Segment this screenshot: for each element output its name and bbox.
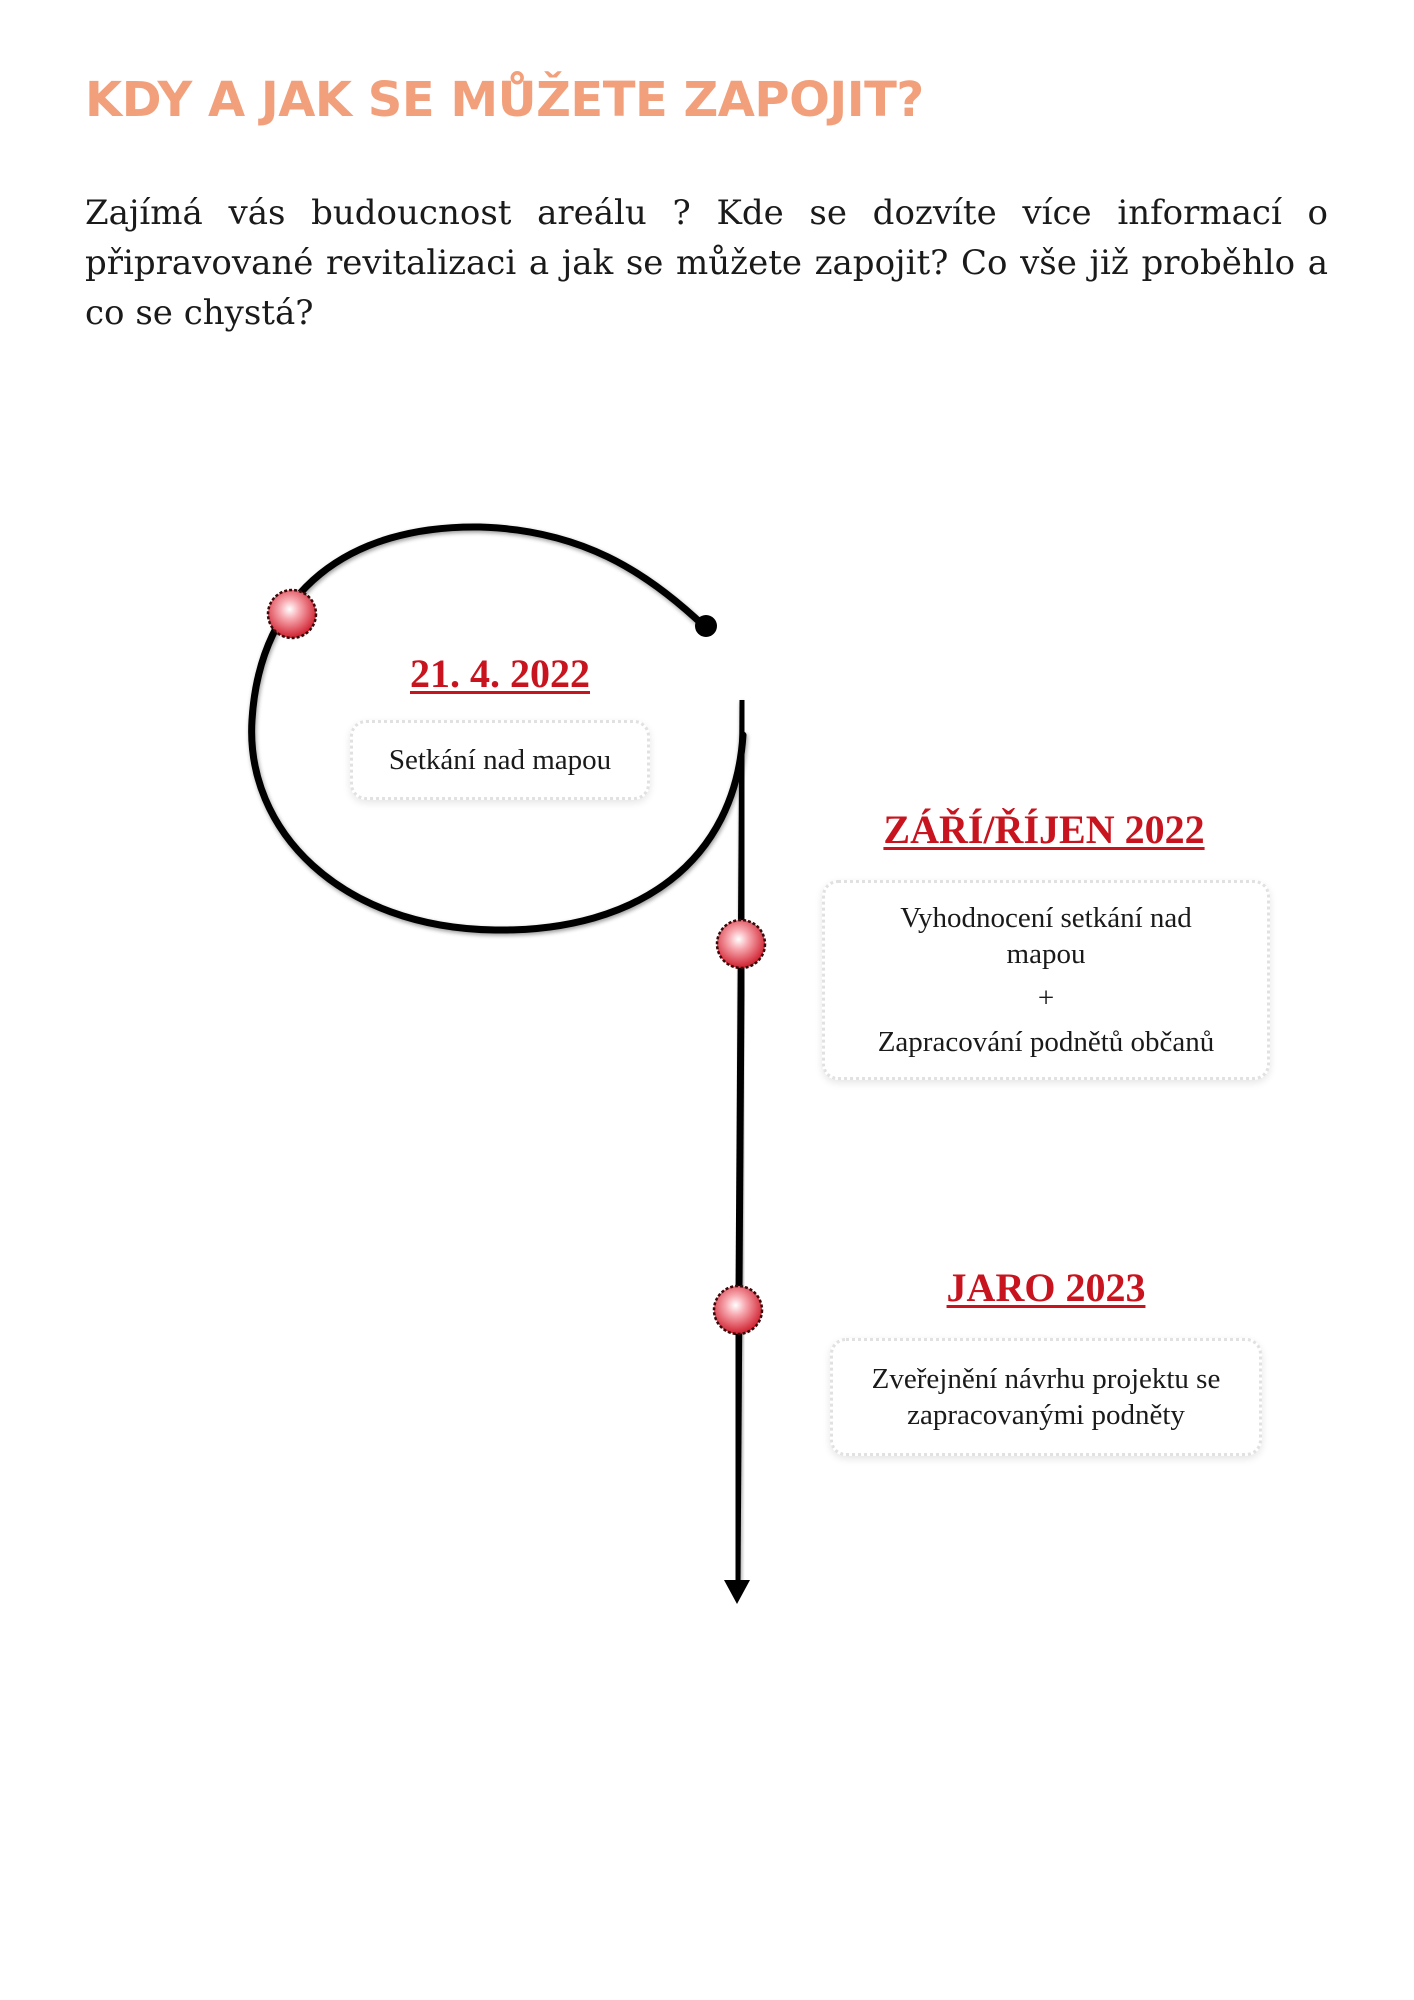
timeline-start-dot <box>695 615 717 637</box>
event-date-1: 21. 4. 2022 <box>410 651 590 696</box>
timeline-marker-3 <box>714 1286 762 1334</box>
event-box-3 <box>830 1338 1262 1456</box>
timeline-axis <box>737 700 743 1585</box>
page-title: KDY A JAK SE MŮŽETE ZAPOJIT? <box>85 72 924 128</box>
event-text-2b: Zapracování podnětů občanů <box>877 1026 1215 1058</box>
event-text-1: Setkání nad mapou <box>388 744 612 776</box>
event-date-3: JARO 2023 <box>946 1265 1146 1310</box>
event-date-2: ZÁŘÍ/ŘÍJEN 2022 <box>883 807 1205 852</box>
event-box-1 <box>350 720 650 800</box>
intro-paragraph: Zajímá vás budoucnost areálu ? Kde se dozvíte více informací o připravované revitalizaci a jak se můžete zapojit? Co vše již proběhlo a co se chystá? <box>85 193 1328 333</box>
arrow-down-icon <box>724 1580 750 1604</box>
event-separator-2: + <box>1037 982 1055 1014</box>
timeline-marker-1 <box>268 590 316 638</box>
timeline-marker-2 <box>717 920 765 968</box>
event-text-2a: Vyhodnocení setkání nad mapou <box>900 902 1192 970</box>
event-box-2 <box>822 880 1270 1080</box>
event-text-3: Zveřejnění návrhu projektu se zapracovanými podněty <box>871 1363 1221 1431</box>
